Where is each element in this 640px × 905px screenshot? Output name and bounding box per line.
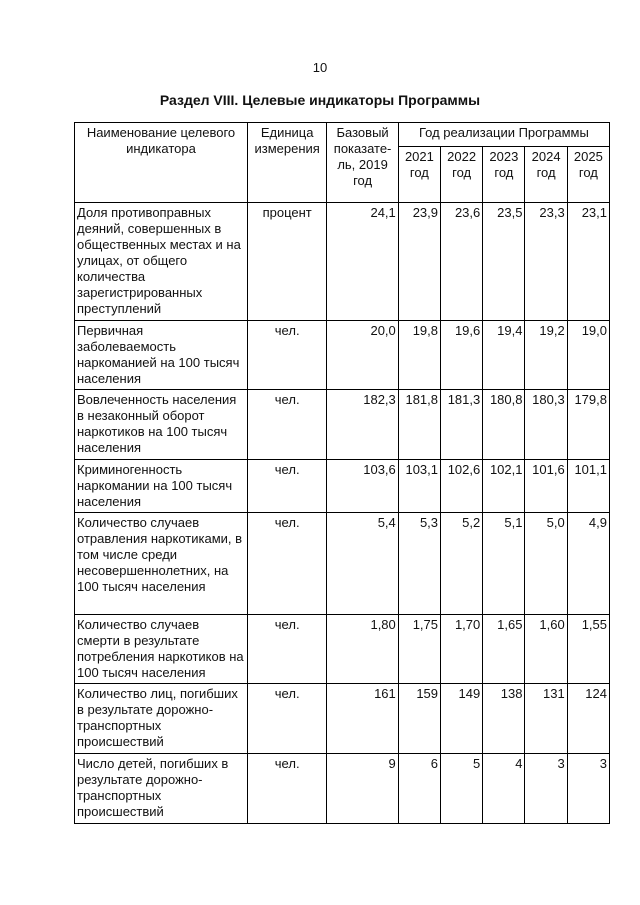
header-year-2021: 2021 год [398, 147, 440, 203]
base-value: 24,1 [327, 203, 398, 321]
header-base: Базовый показате-ль, 2019 год [327, 123, 398, 203]
table-row [75, 615, 610, 684]
value-2022: 181,3 [441, 390, 483, 460]
indicator-unit: чел. [247, 513, 326, 615]
indicator-name: Первичная заболеваемость наркоманией на 100 тысяч населения [75, 321, 248, 390]
indicator-name: Число детей, погибших в результате дорожно-транспортных происшествий [75, 754, 248, 824]
table-row [75, 754, 610, 824]
value-2022: 19,6 [441, 321, 483, 390]
indicator-unit: процент [247, 203, 326, 321]
indicator-unit: чел. [247, 321, 326, 390]
value-2024: 1,60 [525, 615, 567, 684]
value-2024: 3 [525, 754, 567, 824]
value-2023: 102,1 [483, 460, 525, 513]
header-year-2023: 2023 год [483, 147, 525, 203]
indicator-name: Криминогенность наркомании на 100 тысяч населения [75, 460, 248, 513]
value-2025: 23,1 [567, 203, 609, 321]
indicator-name: Вовлеченность населения в незаконный оборот наркотиков на 100 тысяч населения [75, 390, 248, 460]
header-year-2024: 2024 год [525, 147, 567, 203]
value-2021: 19,8 [398, 321, 440, 390]
value-2025: 4,9 [567, 513, 609, 615]
table-row [75, 321, 610, 390]
header-unit: Единица измерения [247, 123, 326, 203]
header-year-2022: 2022 год [441, 147, 483, 203]
value-2025: 1,55 [567, 615, 609, 684]
base-value: 9 [327, 754, 398, 824]
value-2021: 1,75 [398, 615, 440, 684]
value-2023: 19,4 [483, 321, 525, 390]
value-2023: 138 [483, 684, 525, 754]
page-number: 10 [312, 60, 328, 75]
indicator-name: Количество лиц, погибших в результате дорожно-транспортных происшествий [75, 684, 248, 754]
value-2022: 5,2 [441, 513, 483, 615]
table-row [75, 460, 610, 513]
indicator-unit: чел. [247, 615, 326, 684]
value-2023: 23,5 [483, 203, 525, 321]
indicator-name: Количество случаев отравления наркотиками, в том числе среди несовершеннолетних, на 100 тысяч населения [75, 513, 248, 615]
value-2022: 149 [441, 684, 483, 754]
table-row [75, 203, 610, 321]
section-title: Раздел VIII. Целевые индикаторы Программы [159, 92, 481, 108]
base-value: 182,3 [327, 390, 398, 460]
indicator-name: Количество случаев смерти в результате потребления наркотиков на 100 тысяч населения [75, 615, 248, 684]
indicator-name: Доля противоправных деяний, совершенных в общественных местах и на улицах, от общего количества зарегистрированных преступлений [75, 203, 248, 321]
value-2021: 6 [398, 754, 440, 824]
value-2022: 23,6 [441, 203, 483, 321]
value-2021: 5,3 [398, 513, 440, 615]
value-2024: 131 [525, 684, 567, 754]
value-2023: 5,1 [483, 513, 525, 615]
value-2025: 101,1 [567, 460, 609, 513]
indicators-table [74, 122, 610, 824]
value-2024: 23,3 [525, 203, 567, 321]
base-value: 5,4 [327, 513, 398, 615]
value-2021: 103,1 [398, 460, 440, 513]
value-2023: 180,8 [483, 390, 525, 460]
indicator-unit: чел. [247, 754, 326, 824]
indicator-unit: чел. [247, 684, 326, 754]
table-row [75, 513, 610, 615]
value-2025: 124 [567, 684, 609, 754]
value-2022: 5 [441, 754, 483, 824]
value-2024: 180,3 [525, 390, 567, 460]
value-2021: 23,9 [398, 203, 440, 321]
value-2024: 5,0 [525, 513, 567, 615]
value-2024: 19,2 [525, 321, 567, 390]
indicator-unit: чел. [247, 390, 326, 460]
value-2021: 181,8 [398, 390, 440, 460]
base-value: 103,6 [327, 460, 398, 513]
base-value: 20,0 [327, 321, 398, 390]
indicator-unit: чел. [247, 460, 326, 513]
table-row [75, 684, 610, 754]
header-name: Наименование целевого индикатора [75, 123, 248, 203]
table-row [75, 390, 610, 460]
value-2021: 159 [398, 684, 440, 754]
value-2022: 1,70 [441, 615, 483, 684]
header-years-group: Год реализации Программы [398, 123, 609, 147]
header-year-2025: 2025 год [567, 147, 609, 203]
base-value: 1,80 [327, 615, 398, 684]
value-2022: 102,6 [441, 460, 483, 513]
value-2023: 4 [483, 754, 525, 824]
value-2023: 1,65 [483, 615, 525, 684]
value-2025: 19,0 [567, 321, 609, 390]
base-value: 161 [327, 684, 398, 754]
value-2025: 3 [567, 754, 609, 824]
value-2024: 101,6 [525, 460, 567, 513]
value-2025: 179,8 [567, 390, 609, 460]
